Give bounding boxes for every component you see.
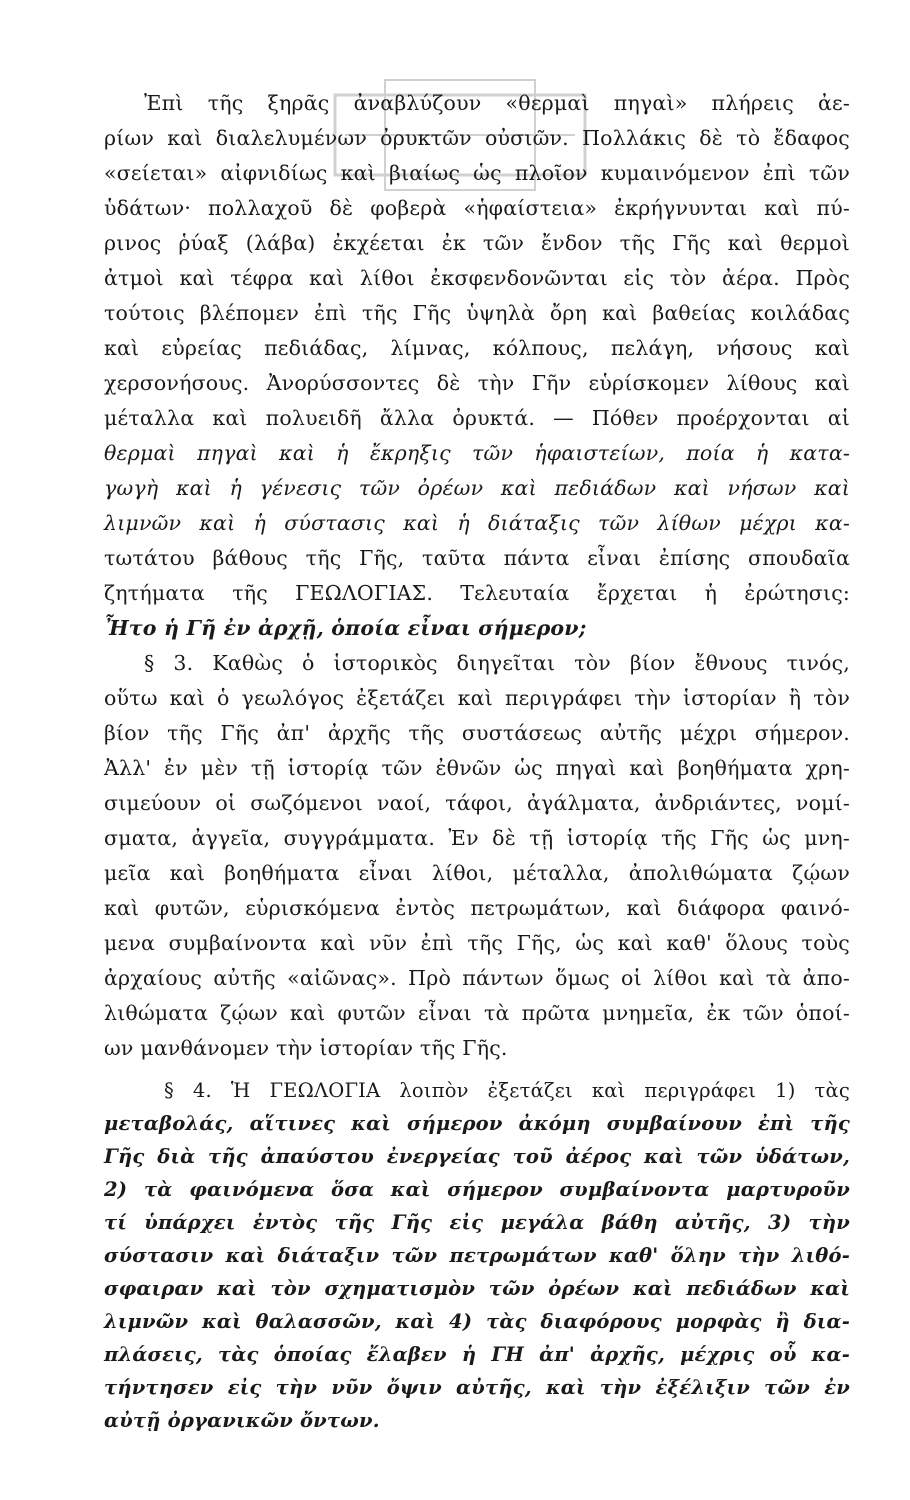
text-line: μέταλλα καὶ πολυειδῆ ἄλλα ὀρυκτά. — Πόθεν προέρχονται αἱ: [104, 406, 850, 430]
section-3-heading-line: § 3. Καθὼς ὁ ἱστορικὸς διηγεῖται τὸν βίον ἔθνους τινός,: [144, 651, 850, 675]
text-line: μεταβολάς, αἵτινες καὶ σήμερον ἀκόμη συμβαίνουν ἐπὶ τῆς: [104, 1112, 850, 1135]
text-line: ἀτμοὶ καὶ τέφρα καὶ λίθοι ἐκσφενδονῶνται εἰς τὸν ἀέρα. Πρὸς: [104, 266, 850, 290]
text-line: οὕτω καὶ ὁ γεωλόγος ἐξετάζει καὶ περιγράφει τὴν ἱστορίαν ἢ τὸν: [104, 686, 850, 710]
text-line: πλάσεις, τὰς ὁποίας ἔλαβεν ἡ ΓΗ ἀπ' ἀρχῆς, μέχρις οὗ κα-: [104, 1343, 850, 1366]
text-line: τωτάτου βάθους τῆς Γῆς, ταῦτα πάντα εἶναι ἐπίσης σπουδαῖα: [104, 546, 850, 570]
text-line: χερσονήσους. Ἀνορύσσοντες δὲ τὴν Γῆν εὑρίσκομεν λίθους καὶ: [104, 371, 850, 395]
text-line: σφαιραν καὶ τὸν σχηματισμὸν τῶν ὀρέων καὶ πεδιάδων καὶ: [104, 1277, 850, 1300]
text-line: τούτοις βλέπομεν ἐπὶ τῆς Γῆς ὑψηλὰ ὄρη καὶ βαθείας κοιλάδας: [104, 301, 850, 325]
text-line: σιμεύουν οἱ σωζόμενοι ναοί, τάφοι, ἀγάλματα, ἀνδριάντες, νομί-: [104, 791, 850, 815]
text-line: καὶ φυτῶν, εὑρισκόμενα ἐντὸς πετρωμάτων, καὶ διάφορα φαινό-: [104, 896, 850, 920]
text-line: Ἀλλ' ἐν μὲν τῇ ἱστορίᾳ τῶν ἐθνῶν ὡς πηγαὶ καὶ βοηθήματα χρη-: [104, 756, 850, 780]
text-line: μενα συμβαίνοντα καὶ νῦν ἐπὶ τῆς Γῆς, ὡς καὶ καθ' ὅλους τοὺς: [104, 931, 850, 955]
text-line: βίον τῆς Γῆς ἀπ' ἀρχῆς τῆς συστάσεως αὐτῆς μέχρι σήμερον.: [104, 721, 850, 745]
text-line: θερμαὶ πηγαὶ καὶ ἡ ἔκρηξις τῶν ἡφαιστείων, ποία ἡ κατα-: [104, 441, 850, 465]
text-line: μεῖα καὶ βοηθήματα εἶναι λίθοι, μέταλλα, ἀπολιθώματα ζῴων: [104, 861, 850, 885]
text-line: γωγὴ καὶ ἡ γένεσις τῶν ὀρέων καὶ πεδιάδων καὶ νήσων καὶ: [104, 476, 850, 500]
text-line: «σείεται» αἰφνιδίως καὶ βιαίως ὡς πλοῖον κυμαινόμενον ἐπὶ τῶν: [104, 161, 850, 185]
text-line: ρίων καὶ διαλελυμένων ὀρυκτῶν οὐσιῶν. Πολλάκις δὲ τὸ ἔδαφος: [104, 126, 850, 150]
text-line: 2) τὰ φαινόμενα ὅσα καὶ σήμερον συμβαίνοντα μαρτυροῦν: [104, 1178, 850, 1201]
text-line: λιμνῶν καὶ θαλασσῶν, καὶ 4) τὰς διαφόρους μορφὰς ἢ δια-: [104, 1310, 850, 1333]
text-line: ων μανθάνομεν τὴν ἱστορίαν τῆς Γῆς.: [104, 1036, 508, 1060]
text-line: ρινος ῥύαξ (λάβα) ἐκχέεται ἐκ τῶν ἔνδον τῆς Γῆς καὶ θερμοὶ: [104, 231, 850, 255]
text-line: Ἦτο ἡ Γῆ ἐν ἀρχῇ, ὁποία εἶναι σήμερον;: [104, 616, 587, 640]
text-line: αὐτῇ ὀργανικῶν ὄντων.: [104, 1409, 380, 1432]
text-line: ἀρχαίους αὐτῆς «αἰῶνας». Πρὸ πάντων ὅμως οἱ λίθοι καὶ τὰ ἀπο-: [104, 966, 850, 990]
text-line: σύστασιν καὶ διάταξιν τῶν πετρωμάτων καθ' ὅλην τὴν λιθό-: [104, 1244, 850, 1267]
text-line: ὑδάτων· πολλαχοῦ δὲ φοβερὰ «ἡφαίστεια» ἐκρήγνυνται καὶ πύ-: [104, 196, 850, 220]
text-line: τήντησεν εἰς τὴν νῦν ὄψιν αὐτῆς, καὶ τὴν ἐξέλιξιν τῶν ἐν: [104, 1376, 850, 1399]
text-line: λιθώματα ζῴων καὶ φυτῶν εἶναι τὰ πρῶτα μνημεῖα, ἐκ τῶν ὁποί-: [104, 1001, 850, 1025]
text-line: σματα, ἀγγεῖα, συγγράμματα. Ἐν δὲ τῇ ἱστορίᾳ τῆς Γῆς ὡς μνη-: [104, 826, 850, 850]
text-line: καὶ εὐρείας πεδιάδας, λίμνας, κόλπους, πελάγη, νήσους καὶ: [104, 336, 850, 360]
text-line: Ἐπὶ τῆς ξηρᾶς ἀναβλύζουν «θερμαὶ πηγαὶ» πλήρεις ἀε-: [144, 91, 850, 115]
text-line: Γῆς διὰ τῆς ἀπαύστου ἐνεργείας τοῦ ἀέρος καὶ τῶν ὑδάτων,: [104, 1145, 850, 1168]
text-line: λιμνῶν καὶ ἡ σύστασις καὶ ἡ διάταξις τῶν λίθων μέχρι κα-: [104, 511, 850, 535]
section-4-heading-line: § 4. Ἡ ΓΕΩΛΟΓΙΑ λοιπὸν ἐξετάζει καὶ περιγράφει 1) τὰς: [164, 1079, 850, 1102]
text-line: ζητήματα τῆς ΓΕΩΛΟΓΙΑΣ. Τελευταία ἔρχεται ἡ ἐρώτησις:: [104, 581, 850, 605]
document-page-continued: [104, 86, 850, 1436]
text-line: τί ὑπάρχει ἐντὸς τῆς Γῆς εἰς μεγάλα βάθη αὐτῆς, 3) τὴν: [104, 1211, 850, 1234]
